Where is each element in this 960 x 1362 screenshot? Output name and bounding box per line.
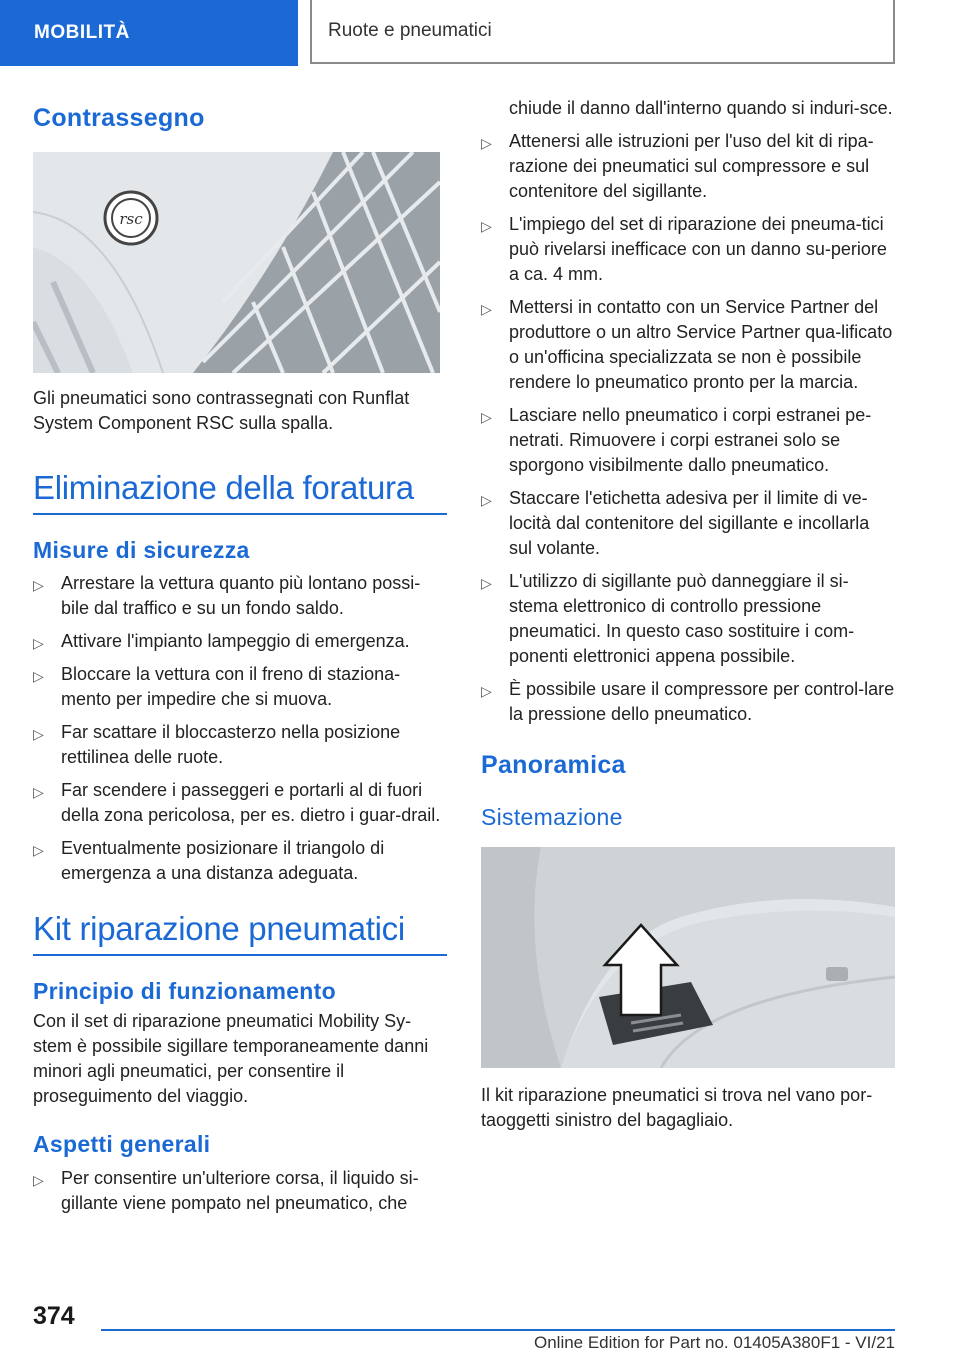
triangle-right-outline-icon: ▷ [33, 1172, 44, 1188]
heading-contrassegno: Contrassegno [33, 104, 205, 132]
list-item: ▷ Per consentire un'ulteriore corsa, il liquido si-gillante viene pompato nel pneumatico, che [33, 1168, 419, 1213]
section-tab: MOBILITÀ [0, 0, 298, 66]
list-item: ▷ L'impiego del set di riparazione dei pneuma-tici può rivelarsi inefficace con un danno su-periore a ca. 4 mm. [481, 214, 887, 284]
tire-rsc-illustration [33, 152, 440, 373]
heading-aspetti: Aspetti generali [33, 1131, 211, 1157]
list-item: ▷ Far scattare il bloccasterzo nella posizione rettilinea delle ruote. [33, 722, 401, 767]
page-header [0, 0, 960, 66]
triangle-right-outline-icon: ▷ [33, 842, 44, 858]
principio-text: Con il set di riparazione pneumatici Mobility Sy-stem è possibile sigillare temporaneamente danni minori agli pneumatici, per consentire il proseguimento del viaggio. [33, 1011, 429, 1106]
aspetti-list-start [33, 1166, 447, 1216]
rsc-marking-icon [105, 192, 157, 244]
list-item: ▷ Far scendere i passeggeri e portarli al di fuori della zona pericolosa, per es. dietro i guar-drail. [33, 780, 441, 825]
heading-principio: Principio di funzionamento [33, 978, 336, 1004]
heading-panoramica: Panoramica [481, 751, 626, 779]
continued-text: chiude il danno dall'interno quando si induri-sce. [509, 98, 893, 118]
chapter-title: Ruote e pneumatici [310, 0, 895, 64]
heading-kit: Kit riparazione pneumatici [33, 910, 447, 956]
page-number: 374 [33, 1302, 75, 1330]
triangle-right-outline-icon: ▷ [481, 683, 492, 699]
list-item: ▷ È possibile usare il compressore per control-lare la pressione dello pneumatico. [481, 679, 895, 724]
list-item: ▷ Arrestare la vettura quanto più lontano possi-bile dal traffico e su un fondo saldo. [33, 573, 421, 618]
triangle-right-outline-icon: ▷ [481, 492, 492, 508]
trunk-drawing [481, 847, 895, 1068]
triangle-right-outline-icon: ▷ [481, 218, 492, 234]
triangle-right-outline-icon: ▷ [33, 635, 44, 651]
triangle-right-outline-icon: ▷ [481, 409, 492, 425]
list-item: ▷ Staccare l'etichetta adesiva per il limite di ve-locità dal contenitore del sigillante e incollarla sul volante. [481, 488, 870, 558]
svg-text:rsc: rsc [119, 210, 143, 228]
heading-sistemazione: Sistemazione [481, 804, 623, 830]
triangle-right-outline-icon: ▷ [33, 784, 44, 800]
triangle-right-outline-icon: ▷ [481, 575, 492, 591]
triangle-right-outline-icon: ▷ [33, 668, 44, 684]
trunk-illustration [481, 847, 895, 1068]
list-item: ▷ L'utilizzo di sigillante può danneggiare il si-stema elettronico di controllo pressione pneumatici. In questo caso sostituire i com-ponenti elettronici appena possibile. [481, 571, 855, 666]
list-item: ▷ Attenersi alle istruzioni per l'uso del kit di ripa-razione dei pneumatici sul compressore e sul contenitore del sigillante. [481, 131, 874, 201]
misure-list [33, 571, 447, 886]
tire-marking-text: Gli pneumatici sono contrassegnati con Runflat System Component RSC sulla spalla. [33, 388, 410, 433]
right-column [481, 96, 895, 1133]
list-item: ▷ Mettersi in contatto con un Service Partner del produttore o un altro Service Partner qua-lificato o un'officina specializzata se non è possibile rendere lo pneumatico pronto per la marcia. [481, 297, 893, 392]
triangle-right-outline-icon: ▷ [33, 577, 44, 593]
heading-foratura: Eliminazione della foratura [33, 469, 447, 515]
triangle-right-outline-icon: ▷ [33, 726, 44, 742]
aspetti-list [481, 129, 895, 727]
left-column [33, 96, 447, 1224]
triangle-right-outline-icon: ▷ [481, 135, 492, 151]
edition-note: Online Edition for Part no. 01405A380F1 - VI/21 [533, 1333, 895, 1352]
heading-misure: Misure di sicurezza [33, 537, 250, 563]
list-item: ▷ Attivare l'impianto lampeggio di emergenza. [33, 629, 447, 654]
list-item: ▷ Bloccare la vettura con il freno di staziona-mento per impedire che si muova. [33, 664, 401, 709]
triangle-right-outline-icon: ▷ [481, 301, 492, 317]
tire-drawing [33, 152, 440, 373]
sistemazione-text: Il kit riparazione pneumatici si trova nel vano por-taoggetti sinistro del bagagliaio. [481, 1085, 873, 1130]
list-item: ▷ Lasciare nello pneumatico i corpi estranei pe-netrati. Rimuovere i corpi estranei solo se sporgono visibilmente dallo pneumatico. [481, 405, 872, 475]
list-item: ▷ Eventualmente posizionare il triangolo di emergenza a una distanza adeguata. [33, 838, 385, 883]
footer-rule [101, 1329, 895, 1331]
